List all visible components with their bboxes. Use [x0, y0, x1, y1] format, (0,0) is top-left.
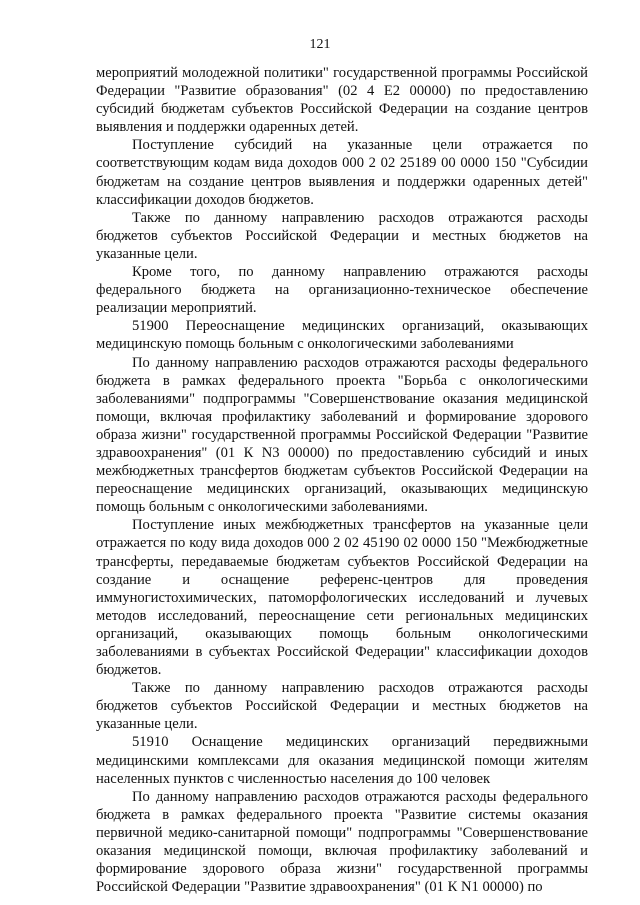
paragraph: По данному направлению расходов отражаются расходы федерального бюджета в рамках федерального проекта "Борьба с онкологическими заболеваниями" подпрограммы "Совершенствование оказания медицинской помощи, включая профилактику заболеваний и формирование здорового образа жизни" государственной программы Российской Федерации "Развитие здравоохранения" (01 К N3 00000) по предоставлению субсидий и иных межбюджетных трансфертов бюджетам субъектов Российской Федерации на переоснащение медицинских организаций, оказывающих медицинскую помощь больным с онкологическими заболеваниями.: [96, 354, 588, 516]
paragraph: Поступление субсидий на указанные цели отражается по соответствующим кодам вида доходов 000 2 02 25189 00 0000 150 "Субсидии бюджетам на создание центров выявления и поддержки одаренных детей" классификации доходов бюджетов.: [96, 137, 588, 208]
paragraph-continuation: мероприятий молодежной политики" государственной программы Российской Федерации "Развитие образования" (02 4 Е2 00000) по предоставлению субсидий бюджетам субъектов Российской Федерации на создание центров выявления и поддержки одаренных детей.: [96, 65, 588, 136]
section-heading-51910: 51910 Оснащение медицинских организаций передвижными медицинскими комплексами для оказания медицинской помощи жителям населенных пунктов с численностью населения до 100 человек: [96, 734, 588, 787]
paragraph: Поступление иных межбюджетных трансфертов на указанные цели отражается по коду вида доходов 000 2 02 45190 02 0000 150 "Межбюджетные трансферты, передаваемые бюджетам субъектов Российской Федерации на создание и оснащение референс-центров для проведения иммуногистохимических, патоморфологических исследований и лучевых методов исследований, переоснащение сети региональных медицинских организаций, оказывающих помощь больным онкологическими заболеваниями в субъектах Российской Федерации" классификации доходов бюджетов.: [96, 517, 588, 679]
document-body: [96, 64, 588, 896]
paragraph: По данному направлению расходов отражаются расходы федерального бюджета в рамках федерального проекта "Развитие системы оказания первичной медико-санитарной помощи" подпрограммы "Совершенствование оказания медицинской помощи, включая профилактику заболеваний и формирование здорового образа жизни" государственной программы Российской Федерации "Развитие здравоохранения" (01 К N1 00000) по: [96, 788, 588, 896]
paragraph: Также по данному направлению расходов отражаются расходы бюджетов субъектов Российской Федерации и местных бюджетов на указанные цели.: [96, 209, 588, 262]
paragraph: Также по данному направлению расходов отражаются расходы бюджетов субъектов Российской Федерации и местных бюджетов на указанные цели.: [96, 680, 588, 733]
section-heading-51900: 51900 Переоснащение медицинских организаций, оказывающих медицинскую помощь больным с онкологическими заболеваниями: [96, 318, 588, 353]
page-number: 121: [309, 37, 331, 52]
paragraph: Кроме того, по данному направлению отражаются расходы федерального бюджета на организационно-техническое обеспечение реализации мероприятий.: [96, 264, 588, 317]
